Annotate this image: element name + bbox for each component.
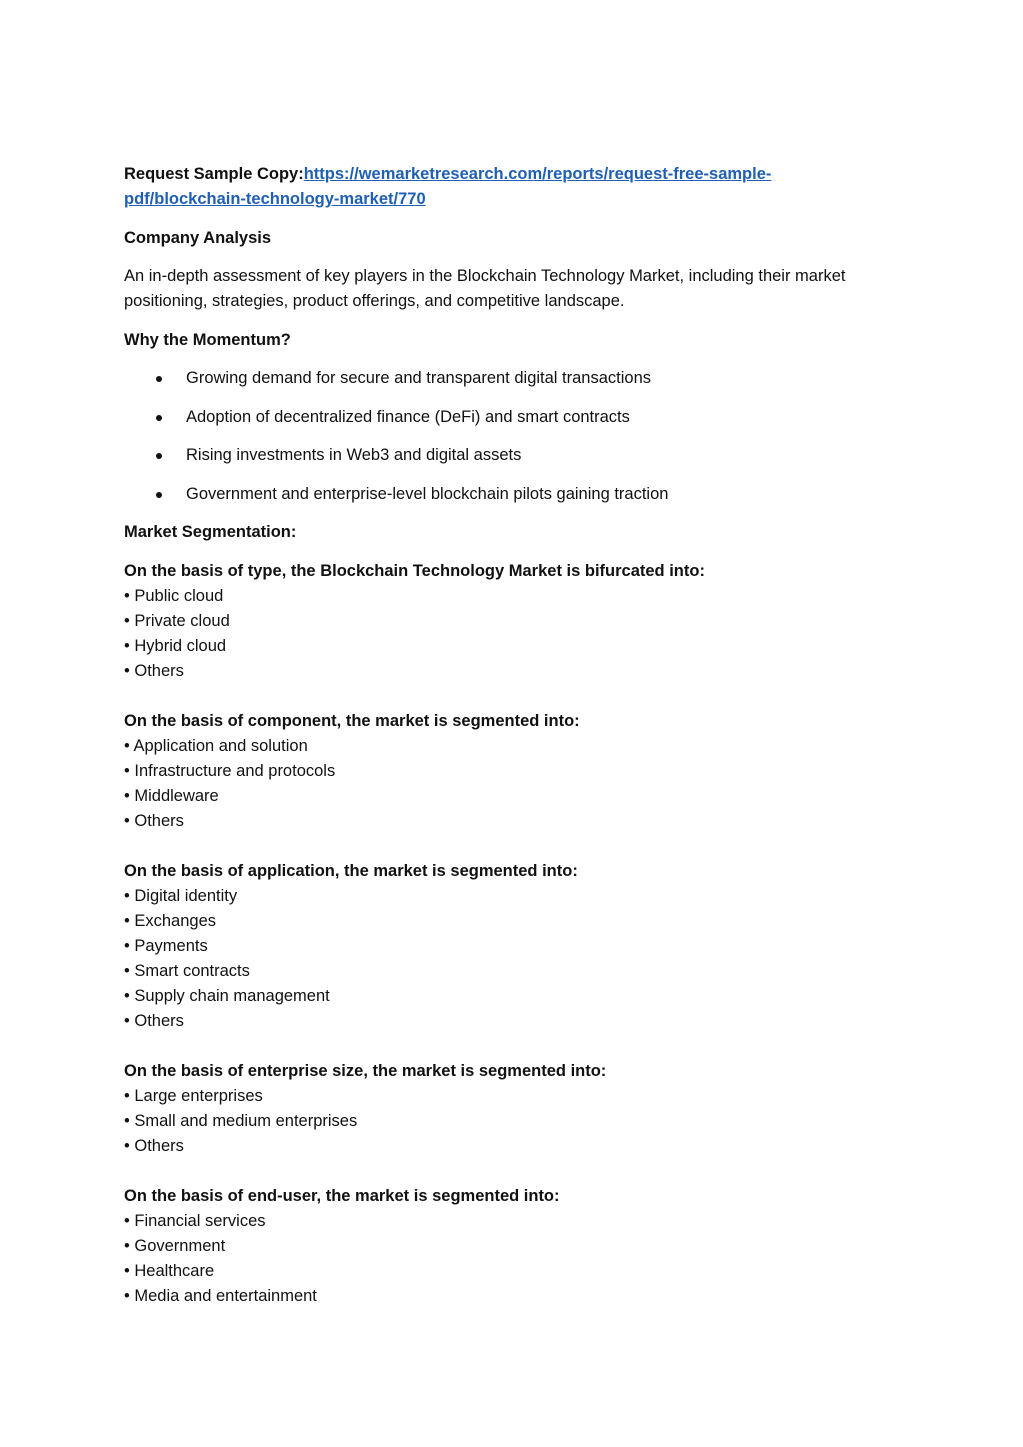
list-item	[124, 405, 894, 430]
segment-item: • Exchanges	[124, 911, 216, 930]
segment-item: • Smart contracts	[124, 961, 250, 980]
segment-item: • Hybrid cloud	[124, 636, 227, 655]
list-item-text: Government and enterprise-level blockchain pilots gaining traction	[186, 484, 669, 503]
list-item	[124, 366, 894, 391]
company-analysis-text-line-2: positioning, strategies, product offerings, and competitive landscape.	[124, 292, 625, 310]
segment-item: • Public cloud	[124, 586, 224, 605]
segment-item: • Small and medium enterprises	[124, 1111, 358, 1130]
segment-group-title-type: On the basis of type, the Blockchain Technology Market is bifurcated into:	[124, 561, 705, 580]
request-sample-line	[124, 162, 894, 187]
request-sample-link-part1[interactable]: https://wemarketresearch.com/reports/request-free-sample-	[303, 165, 772, 183]
company-analysis-heading: Company Analysis	[124, 228, 272, 247]
segment-group-title-component: On the basis of component, the market is segmented into:	[124, 711, 580, 730]
document-page	[124, 162, 894, 1309]
segment-item: • Others	[124, 811, 184, 830]
request-sample-link-part2[interactable]: pdf/blockchain-technology-market/770	[124, 190, 426, 208]
segment-item: • Payments	[124, 936, 208, 955]
list-item-text: Rising investments in Web3 and digital assets	[186, 446, 522, 464]
segment-group-title-end-user: On the basis of end-user, the market is segmented into:	[124, 1186, 560, 1205]
segment-item: • Government	[124, 1236, 226, 1255]
segment-item: • Financial services	[124, 1211, 266, 1230]
segment-item: • Private cloud	[124, 611, 230, 630]
segmentation-heading: Market Segmentation:	[124, 523, 297, 541]
momentum-heading: Why the Momentum?	[124, 330, 291, 349]
segment-item: • Middleware	[124, 786, 219, 805]
bullet-icon	[156, 492, 162, 498]
segment-group-title-application: On the basis of application, the market is segmented into:	[124, 861, 578, 880]
segment-item: • Others	[124, 1011, 184, 1030]
list-item-text: Growing demand for secure and transparent digital transactions	[186, 369, 652, 387]
segment-item: • Infrastructure and protocols	[124, 761, 336, 780]
segment-item: • Others	[124, 661, 184, 680]
segment-item: • Others	[124, 1136, 184, 1155]
list-item	[124, 482, 894, 507]
bullet-icon	[156, 453, 162, 459]
list-item-text: Adoption of decentralized finance (DeFi) and smart contracts	[186, 407, 630, 426]
request-sample-label: Request Sample Copy:	[124, 165, 304, 183]
company-analysis-text-line-1: An in-depth assessment of key players in the Blockchain Technology Market, including their market	[124, 267, 846, 285]
segment-item: • Digital identity	[124, 886, 238, 905]
segment-item: • Application and solution	[124, 736, 308, 755]
list-item	[124, 443, 894, 468]
segment-item: • Large enterprises	[124, 1086, 263, 1105]
segment-group-title-enterprise-size: On the basis of enterprise size, the market is segmented into:	[124, 1061, 607, 1080]
request-sample-line-2	[124, 187, 894, 212]
segment-item: • Supply chain management	[124, 986, 330, 1005]
segment-item: • Media and entertainment	[124, 1286, 317, 1305]
bullet-icon	[156, 415, 162, 421]
segment-item: • Healthcare	[124, 1261, 215, 1280]
bullet-icon	[156, 376, 162, 382]
